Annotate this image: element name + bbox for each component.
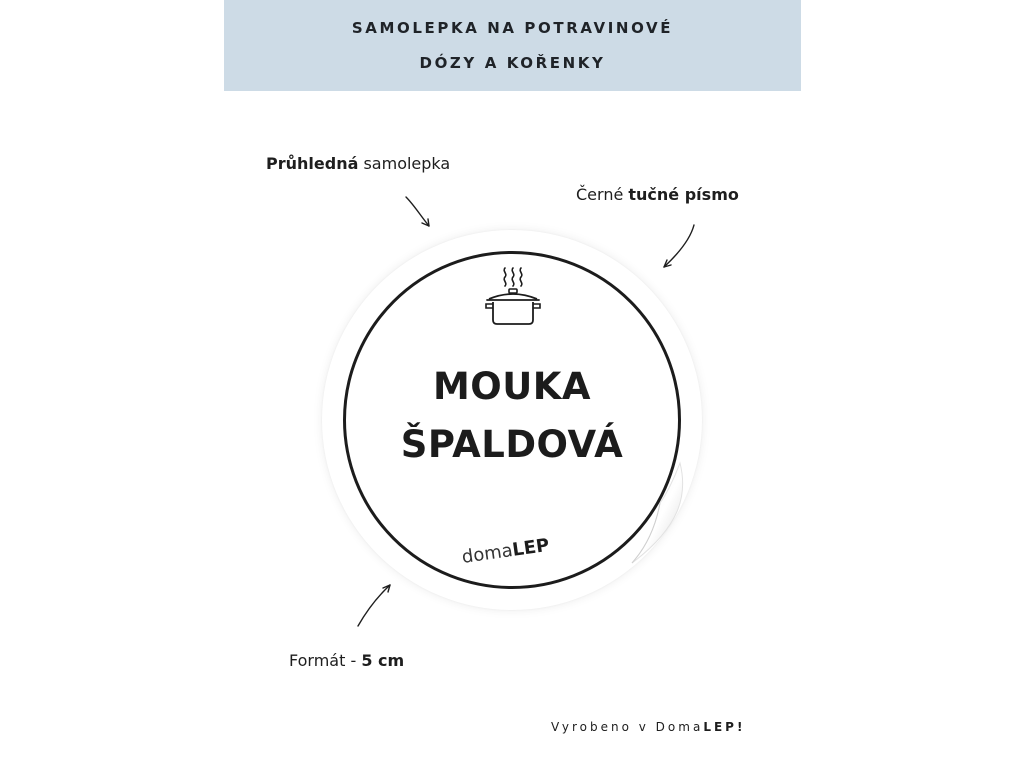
callout-font-bold: tučné písmo [628, 185, 739, 204]
callout-font [576, 185, 739, 204]
arrow-transparent-icon [400, 193, 440, 233]
callout-transparent-bold: Průhledná [266, 154, 359, 173]
callout-format [289, 651, 404, 670]
callout-transparent-rest: samolepka [358, 154, 451, 173]
callout-format-bold: 5 cm [361, 651, 405, 670]
sticker-brand-bold: LEP [511, 534, 551, 561]
header-title-line2: DÓZY A KOŘENKY [419, 54, 606, 72]
callout-format-normal: Formát - [289, 651, 362, 670]
footer-credit-normal: Vyrobeno v Doma [551, 720, 704, 734]
arrow-format-icon [352, 580, 396, 630]
peel-corner-icon [622, 455, 702, 565]
footer-credit-bold: LEP! [703, 720, 746, 734]
callout-transparent [266, 154, 450, 173]
sticker-title-line2: ŠPALDOVÁ [400, 423, 624, 466]
sticker-title-line1: MOUKA [432, 365, 592, 408]
cooking-pot-icon [483, 264, 543, 326]
sticker-brand-light: doma [460, 540, 514, 568]
callout-font-normal: Černé [576, 185, 629, 204]
footer-credit [551, 720, 745, 734]
header-title-line1: SAMOLEPKA NA POTRAVINOVÉ [351, 19, 674, 37]
header-banner [224, 0, 801, 91]
sticker [322, 230, 702, 610]
